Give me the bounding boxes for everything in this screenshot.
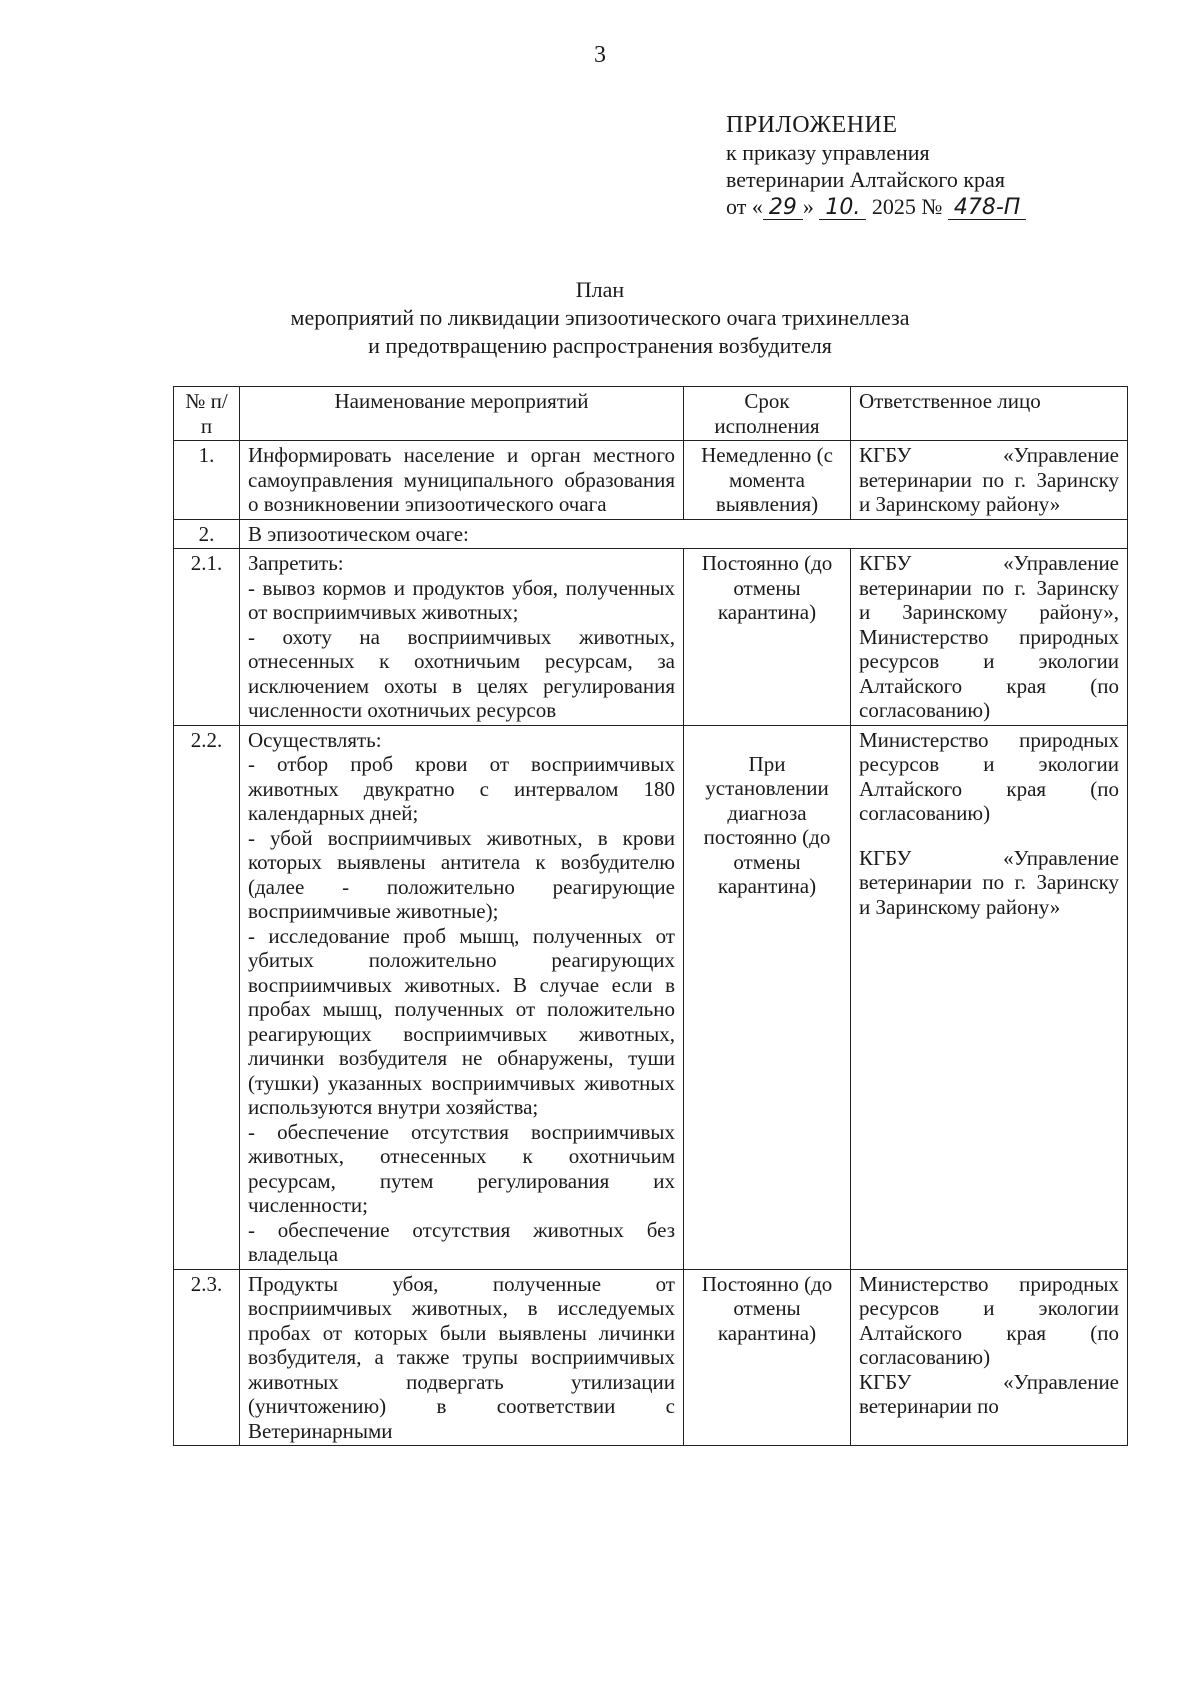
table-row — [174, 519, 1128, 549]
plan-heading — [0, 276, 1200, 360]
responsible-line: КГБУ «Управление ветеринарии по г. Заринску и Заринскому району», Министерство природных ресурсов и экологии Алтайского края (по согласованию) — [859, 551, 1119, 722]
appendix-date-line — [726, 193, 1026, 220]
term-line: Постоянно (до отмены карантина) — [701, 1271, 833, 1345]
measure-responsible — [851, 549, 1128, 726]
measure-term — [684, 725, 851, 1269]
measure-line: - обеспечение отсутствия животных без владельца — [248, 1217, 675, 1266]
plan-heading-line-3: и предотвращению распространения возбудителя — [368, 333, 832, 358]
measure-name — [240, 725, 684, 1269]
appendix-block — [726, 112, 1026, 220]
measure-line: - обеспечение отсутствия восприимчивых животных, отнесенных к охотничьим ресурсам, путем регулирования их численности; — [248, 1119, 675, 1217]
table-row — [174, 441, 1128, 520]
measure-responsible — [851, 441, 1128, 520]
measure-name — [240, 441, 684, 520]
year-and-number-label: 2025 № — [871, 194, 943, 219]
header-num: № п/п — [174, 387, 240, 441]
date-prefix: от « — [726, 194, 763, 219]
section-title — [240, 519, 1128, 549]
date-mid: » — [802, 194, 814, 219]
responsible-line: КГБУ «Управление ветеринарии по г. Заринску и Заринскому району» — [859, 443, 1119, 516]
measures-table — [173, 386, 1128, 1446]
plan-heading-line-1: План — [575, 277, 625, 302]
measure-line: - исследование проб мышц, полученных от убитых положительно реагирующих восприимчивых животных. В случае если в пробах мышц, полученных от положительно реагирующих восприимчивых животных, личинки возбудителя не обнаружены, туши (тушки) указанных восприимчивых животных используются внутри хозяйства; — [248, 923, 675, 1119]
measure-line: - охоту на восприимчивых животных, отнесенных к охотничьим ресурсам, за исключением охоты в целях регулирования численности охотничьих ресурсов — [248, 624, 675, 722]
measure-line: - убой восприимчивых животных, в крови которых выявлены антитела к возбудителю (далее - положительно реагирующие восприимчивые животные); — [248, 825, 675, 923]
order-number: 478-П — [948, 197, 1026, 220]
measure-name — [240, 549, 684, 726]
table-row — [174, 1269, 1128, 1446]
header-name: Наименование мероприятий — [240, 387, 684, 441]
measure-responsible — [851, 725, 1128, 1269]
measure-responsible — [851, 1269, 1128, 1446]
header-term: Срок исполнения — [684, 387, 851, 441]
measure-line: - отбор проб крови от восприимчивых животных двукратно с интервалом 180 календарных дней; — [248, 752, 675, 825]
responsible-line: КГБУ «Управление ветеринарии по г. Заринску и Заринскому району» — [859, 845, 1119, 919]
responsible-line: Министерство природных ресурсов и экологии Алтайского края (по согласованию) — [859, 727, 1119, 825]
table-header-row — [174, 387, 1128, 441]
measure-line: В эпизоотическом очаге: — [248, 521, 469, 546]
measure-term — [684, 549, 851, 726]
row-number: 2.2. — [174, 725, 240, 1269]
measure-term — [684, 1269, 851, 1446]
measure-term — [684, 441, 851, 520]
table-row — [174, 549, 1128, 726]
measure-line: Продукты убоя, полученные от восприимчивых животных, в исследуемых пробах от которых были выявлены личинки возбудителя, а также трупы восприимчивых животных подвергать утилизации (уничтожению) в соответствии с Ветеринарными — [248, 1271, 675, 1443]
appendix-title: ПРИЛОЖЕНИЕ — [726, 112, 898, 138]
measure-name — [240, 1269, 684, 1446]
page-number: 3 — [594, 42, 606, 68]
measure-line: Осуществлять: — [248, 727, 382, 752]
order-month: 10. — [819, 197, 866, 220]
appendix-line-1: к приказу управления — [726, 140, 930, 165]
responsible-line: Министерство природных ресурсов и экологии Алтайского края (по согласованию) — [859, 1271, 1119, 1369]
measure-line: Информировать население и орган местного самоуправления муниципального образования о возникновении эпизоотического очага — [248, 443, 675, 516]
measure-line: Запретить: — [248, 551, 344, 575]
measure-line: - вывоз кормов и продуктов убоя, полученных от восприимчивых животных; — [248, 575, 675, 624]
order-day: 29 — [763, 197, 803, 220]
row-number: 2. — [174, 519, 240, 549]
plan-heading-line-2: мероприятий по ликвидации эпизоотического очага трихинеллеза — [290, 305, 910, 330]
table-row — [174, 725, 1128, 1269]
term-line: При установлении диагноза постоянно (до отмены карантина) — [703, 751, 831, 898]
row-number: 2.3. — [174, 1269, 240, 1446]
appendix-line-2: ветеринарии Алтайского края — [726, 167, 1005, 192]
row-number: 1. — [174, 441, 240, 520]
row-number: 2.1. — [174, 549, 240, 726]
term-line: Немедленно (с момента выявления) — [701, 443, 833, 516]
header-responsible: Ответственное лицо — [851, 387, 1128, 441]
responsible-line: КГБУ «Управление ветеринарии по — [859, 1369, 1119, 1418]
term-line: Постоянно (до отмены карантина) — [701, 551, 833, 624]
